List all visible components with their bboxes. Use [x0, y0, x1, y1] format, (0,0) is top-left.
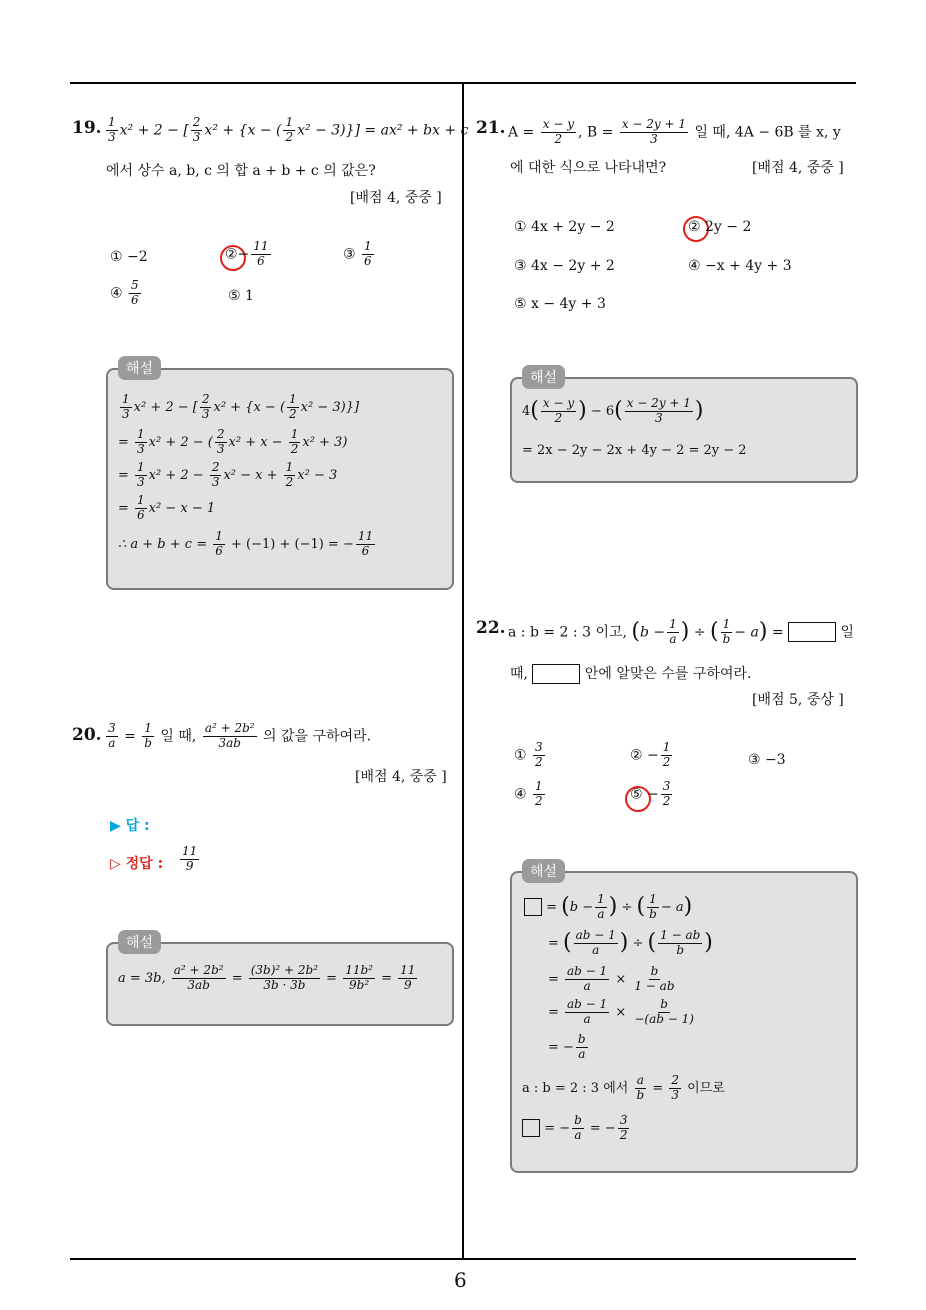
q19-equation: $\frac{1}{3}$ x² + 2 − [ $\frac{2}{3}$ x² + {x − ( $\frac{1}{2}$ x² − 3)}] = ax² + bx + c [108, 115, 469, 144]
q21-sol-line2: = 2x − 2y − 2x + 4y − 2 = 2y − 2 [522, 443, 747, 458]
q21-solution-tag: 해설 [522, 365, 565, 389]
q22-choice-2[interactable]: ② − $\frac{1}{2}$ [630, 740, 671, 769]
q22-blank-box-2[interactable] [532, 664, 580, 684]
q22-sol-ratio: a : b = 2 : 3 에서 $\frac{a}{b}$ = $\frac{2}{3}$ 이므로 [522, 1073, 725, 1102]
q19-choice-5[interactable]: ⑤ 1 [228, 288, 254, 304]
q22-blank-box[interactable] [788, 622, 836, 642]
q21-score: [배점 4, 중중 ] [752, 160, 844, 176]
q22-score: [배점 5, 중상 ] [752, 692, 844, 708]
q22-sol-line3: = $\frac{ab - 1}{a}$ × $\frac{b}{1 - ab}$ [548, 964, 675, 993]
q19-choice-1[interactable]: ① −2 [110, 249, 148, 265]
q19-sol-line1: $\frac{1}{3}$ x² + 2 − [ $\frac{2}{3}$ x² + {x − ( $\frac{1}{2}$ x² − 3)}] [122, 392, 360, 421]
q22-question: a : b = 2 : 3 이고, (b − $\frac{1}{a}$ ) ÷ ( $\frac{1}{b}$ − a) = 일 [508, 617, 855, 646]
q19-line2: 에서 상수 a, b, c 의 합 a + b + c 의 값은? [106, 163, 376, 179]
q22-choice-1[interactable]: ① $\frac{3}{2}$ [514, 740, 543, 769]
q22-sol-line2: = ( $\frac{ab - 1}{a}$ ) ÷ ( $\frac{1 - ab}{b}$ ) [548, 928, 713, 957]
q22-sol-final: = − $\frac{b}{a}$ = − $\frac{3}{2}$ [522, 1114, 631, 1143]
q19-sol-line2: = $\frac{1}{3}$ x² + 2 − ( $\frac{2}{3}$ x² + x − $\frac{1}{2}$ x² + 3) [118, 427, 348, 456]
q21-choice-5[interactable]: ⑤ x − 4y + 3 [514, 296, 606, 312]
bottom-rule [70, 1258, 856, 1260]
q19-choice-4[interactable]: ④ $\frac{5}{6}$ [110, 278, 139, 307]
q21-choice-3[interactable]: ③ 4x − 2y + 2 [514, 258, 615, 274]
q22-choice-5[interactable]: ⑤ − $\frac{3}{2}$ [630, 779, 671, 808]
q22-line2: 때, 안에 알맞은 수를 구하여라. [510, 666, 752, 682]
q20-answer-label: ▶ 답 : [110, 818, 150, 834]
q22-sol-line1: = (b − $\frac{1}{a}$ ) ÷ ( $\frac{1}{b}$ − a) [524, 893, 692, 922]
q19-sol-line3: = $\frac{1}{3}$ x² + 2 − $\frac{2}{3}$ x² − x + $\frac{1}{2}$ x² − 3 [118, 460, 338, 489]
q21-choice-4[interactable]: ④ −x + 4y + 3 [688, 258, 792, 274]
q22-number: 22. [476, 618, 506, 638]
q21-choice-1[interactable]: ① 4x + 2y − 2 [514, 219, 615, 235]
q20-correct-label: ▷ 정답 : [110, 856, 164, 872]
q19-sol-line5: ∴ a + b + c = $\frac{1}{6}$ + (−1) + (−1) = − $\frac{11}{6}$ [118, 529, 374, 558]
q19-solution-tag: 해설 [118, 356, 161, 380]
q19-number: 19. [72, 118, 102, 138]
q20-score: [배점 4, 중중 ] [355, 769, 447, 785]
q22-sol-line4: = $\frac{ab - 1}{a}$ × $\frac{b}{-(ab - 1)}$ [548, 997, 694, 1026]
q19-sol-line4: = $\frac{1}{6}$ x² − x − 1 [118, 493, 216, 522]
q21-number: 21. [476, 118, 506, 138]
q21-solution-box [510, 377, 858, 483]
q21-line2: 에 대한 식으로 나타내면? [510, 160, 667, 176]
q20-number: 20. [72, 725, 102, 745]
q20-solution-tag: 해설 [118, 930, 161, 954]
q21-question: A = $\frac{x - y}{2}$ , B = $\frac{x - 2y + 1}{3}$ 일 때, 4A − 6B 를 x, y [508, 117, 841, 146]
q19-choice-3[interactable]: ③ $\frac{1}{6}$ [343, 239, 372, 268]
q22-solution-tag: 해설 [522, 859, 565, 883]
q20-question: $\frac{3}{a}$ = $\frac{1}{b}$ 일 때, $\frac{\text{a² + 2b²}}{3ab}$ 의 값을 구하여라. [108, 721, 372, 750]
q22-sol-line5: = − $\frac{b}{a}$ [548, 1032, 586, 1061]
page-number: 6 [454, 1268, 467, 1292]
q22-choice-3[interactable]: ③ −3 [748, 752, 786, 768]
column-divider [462, 83, 464, 1259]
q22-choice-4[interactable]: ④ $\frac{1}{2}$ [514, 779, 543, 808]
q20-sol-line: a = 3b, $\frac{\text{a² + 2b²}}{3ab}$ = $\frac{\text{(3b)² + 2b²}}{3b \cdot 3b}$ = $\frac{\text{11b²}}{\text{9b²}}$ = $\frac{11}{9}$ [118, 963, 416, 992]
q19-score: [배점 4, 중중 ] [350, 190, 442, 206]
q21-choice-2[interactable]: ② 2y − 2 [688, 219, 752, 235]
q19-choice-2[interactable]: ②− $\frac{11}{6}$ [225, 239, 269, 268]
q21-sol-line1: 4( $\frac{x - y}{2}$ ) − 6( $\frac{x - 2y + 1}{3}$ ) [522, 396, 704, 425]
q20-correct-value: $\frac{11}{9}$ [182, 844, 198, 873]
